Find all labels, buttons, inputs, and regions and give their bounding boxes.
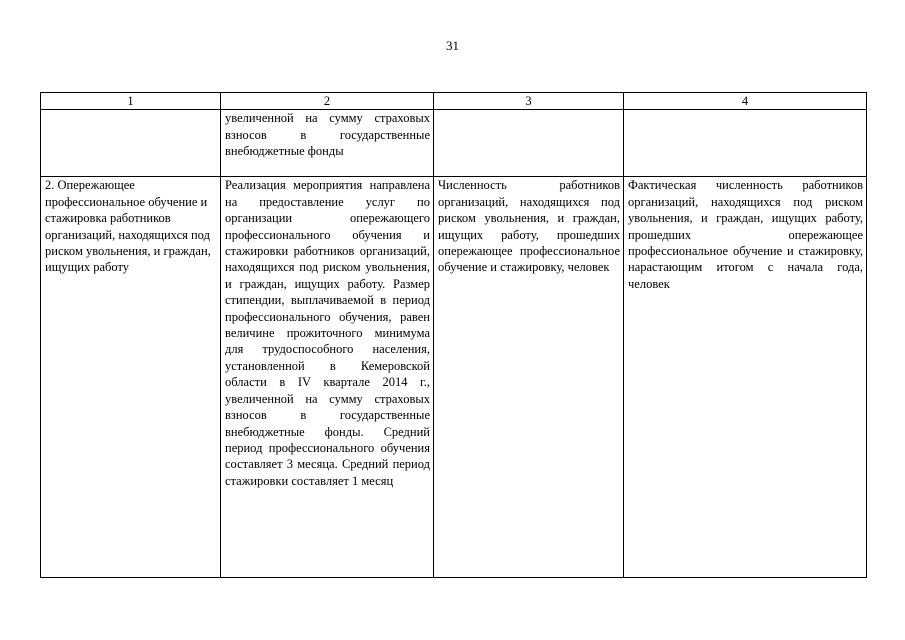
table-row: [41, 110, 867, 177]
indicator-name: Численность работников организаций, находящихся под риском увольнения, и граждан, ищущих работу, прошедших опережающее профессиональное обучение и стажировку, человек: [438, 178, 620, 275]
column-header-4: 4: [624, 93, 867, 110]
table-cell: [624, 177, 867, 578]
table-cell: [434, 177, 624, 578]
table-header-row: [41, 93, 867, 110]
indicator-calculation: Фактическая численность работников организаций, находящихся под риском увольнения, и граждан, ищущих работу, прошедших опережающее профессиональное обучение и стажировку, нарастающим итогом с начала года, человек: [628, 178, 863, 291]
table-row: [41, 177, 867, 578]
cell-text: увеличенной на сумму страховых взносов в государственные внебюджетные фонды: [225, 111, 430, 159]
column-header-1: 1: [41, 93, 221, 110]
table-cell: [41, 177, 221, 578]
page-number: 31: [446, 38, 459, 53]
measure-description: Реализация мероприятия направлена на предоставление услуг по организации опережающего профессионального обучения и стажировки работников организаций, находящихся под риском увольнения, и граждан, ищущих работу. Размер стипендии, выплачиваемой в период профессионального обучения, равен величине прожиточного минимума для трудоспособного населения, установленной в Кемеровской области в IV квартале 2014 г., увеличенной на сумму страховых взносов в государственные внебюджетные фонды. Средний период профессионального обучения составляет 3 месяца. Средний период стажировки составляет 1 месяц: [225, 178, 430, 488]
document-table: [40, 92, 867, 578]
column-header-2: 2: [221, 93, 434, 110]
table-cell: [221, 110, 434, 177]
table-cell: [624, 110, 867, 177]
measure-title: 2. Опережающее профессиональное обучение и стажировка работников организаций, находящихся под риском увольнения, и граждан, ищущих работу: [45, 178, 211, 275]
column-header-3: 3: [434, 93, 624, 110]
table-cell: [41, 110, 221, 177]
table-cell: [434, 110, 624, 177]
table-cell: [221, 177, 434, 578]
